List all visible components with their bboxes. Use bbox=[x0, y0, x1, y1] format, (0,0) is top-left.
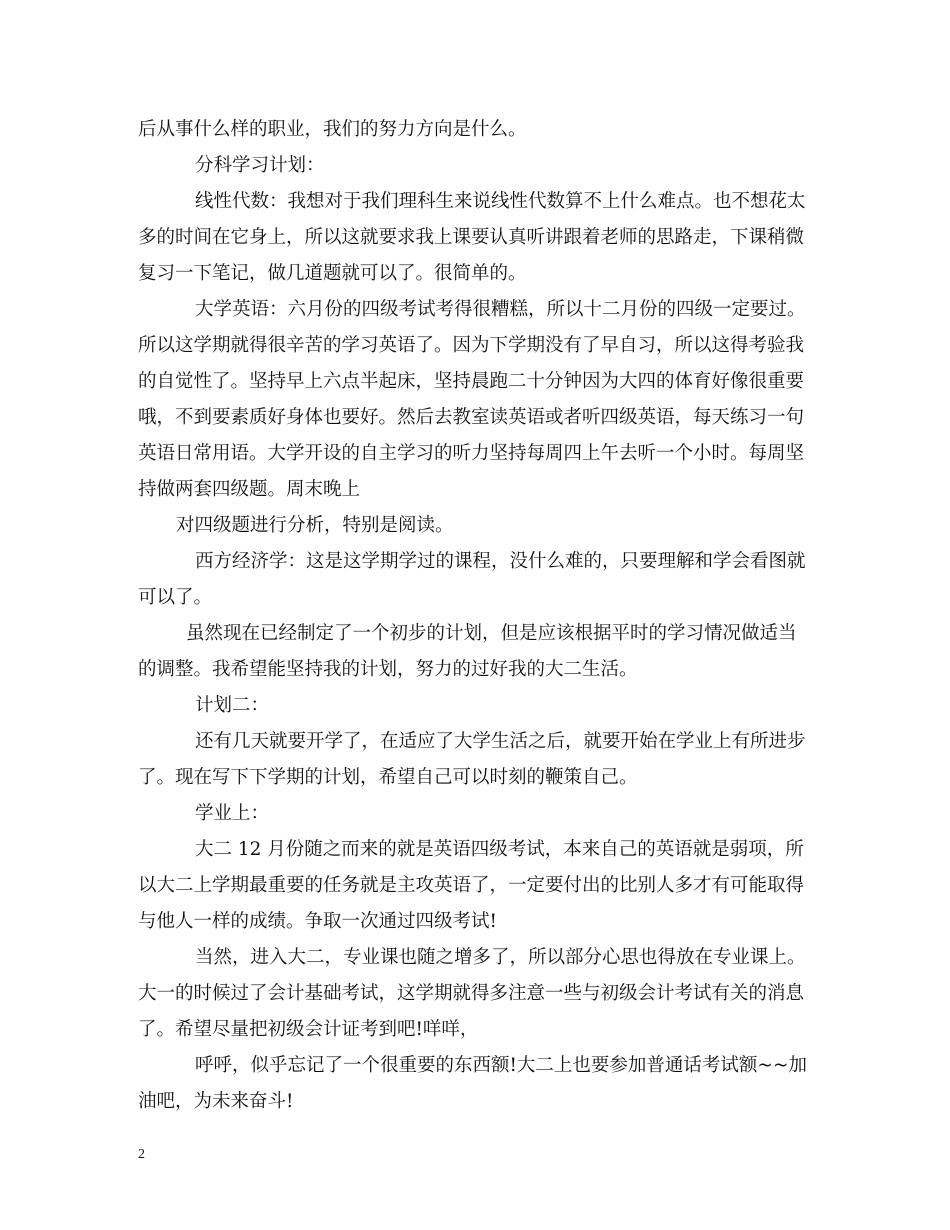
text-line: 哦，不到要素质好身体也要好。然后去教室读英语或者听四级英语，每天练习一句 bbox=[138, 407, 805, 428]
text-line: 与他人一样的成绩。争取一次通过四级考试! bbox=[138, 911, 497, 932]
text-line: 所以这学期就得很辛苦的学习英语了。因为下学期没有了早自习，所以这得考验我 bbox=[138, 335, 805, 356]
text-line: 的调整。我希望能坚持我的计划，努力的过好我的大二生活。 bbox=[138, 659, 638, 680]
text-line: 大学英语：六月份的四级考试考得很糟糕，所以十二月份的四级一定要过。 bbox=[195, 299, 806, 320]
text-line: 对四级题进行分析，特别是阅读。 bbox=[176, 515, 454, 536]
text-line: 英语日常用语。大学开设的自主学习的听力坚持每周四上午去听一个小时。每周坚 bbox=[138, 443, 805, 464]
text-line: 学业上： bbox=[195, 803, 270, 824]
text-line: 大一的时候过了会计基础考试，这学期就得多注意一些与初级会计考试有关的消息 bbox=[138, 983, 805, 1004]
text-line: 后从事什么样的职业，我们的努力方向是什么。 bbox=[138, 119, 527, 140]
text-line: 多的时间在它身上，所以这就要求我上课要认真听讲跟着老师的思路走，下课稍微 bbox=[138, 227, 805, 248]
text-line: 西方经济学：这是这学期学过的课程，没什么难的，只要理解和学会看图就 bbox=[195, 551, 806, 572]
text-line: 线性代数：我想对于我们理科生来说线性代数算不上什么难点。也不想花太 bbox=[195, 191, 806, 212]
text-line: 持做两套四级题。周末晚上 bbox=[138, 479, 361, 500]
page-number: 2 bbox=[138, 1147, 145, 1162]
text-line: 复习一下笔记，做几道题就可以了。很简单的。 bbox=[138, 263, 527, 284]
text-line: 还有几天就要开学了，在适应了大学生活之后，就要开始在学业上有所进步 bbox=[195, 731, 806, 752]
text-line: 可以了。 bbox=[138, 587, 213, 608]
text-line: 大二 12 月份随之而来的就是英语四级考试，本来自己的英语就是弱项，所 bbox=[195, 839, 804, 860]
text-line: 的自觉性了。坚持早上六点半起床，坚持晨跑二十分钟因为大四的体育好像很重要 bbox=[138, 371, 805, 392]
text-line: 呼呼，似乎忘记了一个很重要的东西额!大二上也要参加普通话考试额~~加 bbox=[195, 1055, 807, 1076]
text-line: 分科学习计划： bbox=[195, 155, 325, 176]
text-line: 了。现在写下下学期的计划，希望自己可以时刻的鞭策自己。 bbox=[138, 767, 638, 788]
text-line: 以大二上学期最重要的任务就是主攻英语了，一定要付出的比别人多才有可能取得 bbox=[138, 875, 805, 896]
text-line: 油吧，为未来奋斗! bbox=[138, 1091, 294, 1112]
text-line: 计划二： bbox=[195, 695, 270, 716]
text-line: 了。希望尽量把初级会计证考到吧!咩咩， bbox=[138, 1019, 479, 1040]
text-line: 虽然现在已经制定了一个初步的计划，但是应该根据平时的学习情况做适当 bbox=[186, 623, 797, 644]
text-line: 当然，进入大二，专业课也随之增多了，所以部分心思也得放在专业课上。 bbox=[195, 947, 806, 968]
